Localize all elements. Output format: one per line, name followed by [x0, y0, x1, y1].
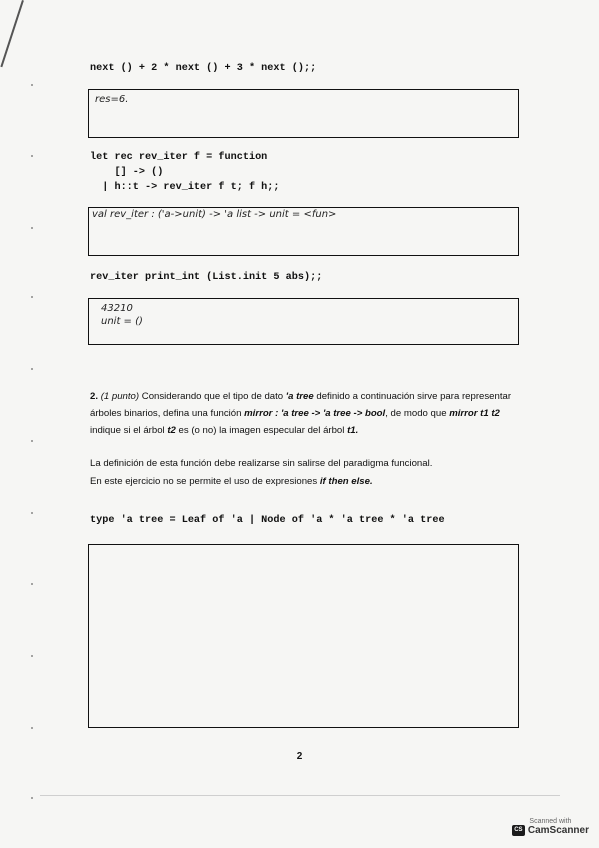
margin-dot [31, 727, 33, 729]
margin-dot [31, 583, 33, 585]
footer-rule [40, 795, 560, 796]
camscanner-logo-icon: CS [512, 825, 525, 836]
code-rev-iter-definition: let rec rev_iter f = function [] -> () | h::t -> rev_iter f t; f h;; [90, 152, 280, 193]
margin-dot [31, 84, 33, 86]
code-type-definition: type 'a tree = Leaf of 'a | Node of 'a * 'a tree * 'a tree [90, 515, 445, 526]
question-2-constraint: La definición de esta función debe realizarse sin salirse del paradigma funcional. [90, 458, 433, 469]
question-number: 2. [90, 391, 99, 402]
page-number: 2 [296, 751, 303, 762]
answer-box-2 [88, 207, 519, 256]
margin-dot [31, 227, 33, 229]
code-expression-3: rev_iter print_int (List.init 5 abs);; [90, 272, 323, 283]
question-2-statement: 2. (1 punto) Considerando que el tipo de dato 'a tree definido a continuación sirve para representar árboles binarios, defina una función mirror : 'a tree -> 'a tree -> bool, de modo que mirror t1 t2 indique si el árbol t2 es (o no) la imagen especular del árbol t1. [90, 391, 512, 436]
camscanner-watermark: Scanned with CS CamScanner [512, 818, 589, 836]
handwritten-answer-1: res=6. [95, 94, 129, 105]
margin-dot [31, 440, 33, 442]
scan-edge-line [0, 0, 24, 67]
answer-box-3 [88, 298, 519, 345]
margin-dot [31, 512, 33, 514]
answer-box-mirror [88, 544, 519, 728]
margin-dot [31, 368, 33, 370]
code-expression-1: next () + 2 * next () + 3 * next ();; [90, 63, 317, 74]
margin-dot [31, 155, 33, 157]
handwritten-answer-3: 43210 unit = () [101, 303, 143, 327]
margin-dot [31, 296, 33, 298]
margin-dot [31, 655, 33, 657]
handwritten-answer-2: val rev_iter : ('a->unit) -> 'a list -> unit = <fun> [92, 209, 337, 220]
question-points: (1 punto) [100, 391, 140, 402]
answer-box-1 [88, 89, 519, 138]
question-2-restriction: En este ejercicio no se permite el uso de expresiones if then else. [90, 476, 373, 487]
margin-dot [31, 797, 33, 799]
